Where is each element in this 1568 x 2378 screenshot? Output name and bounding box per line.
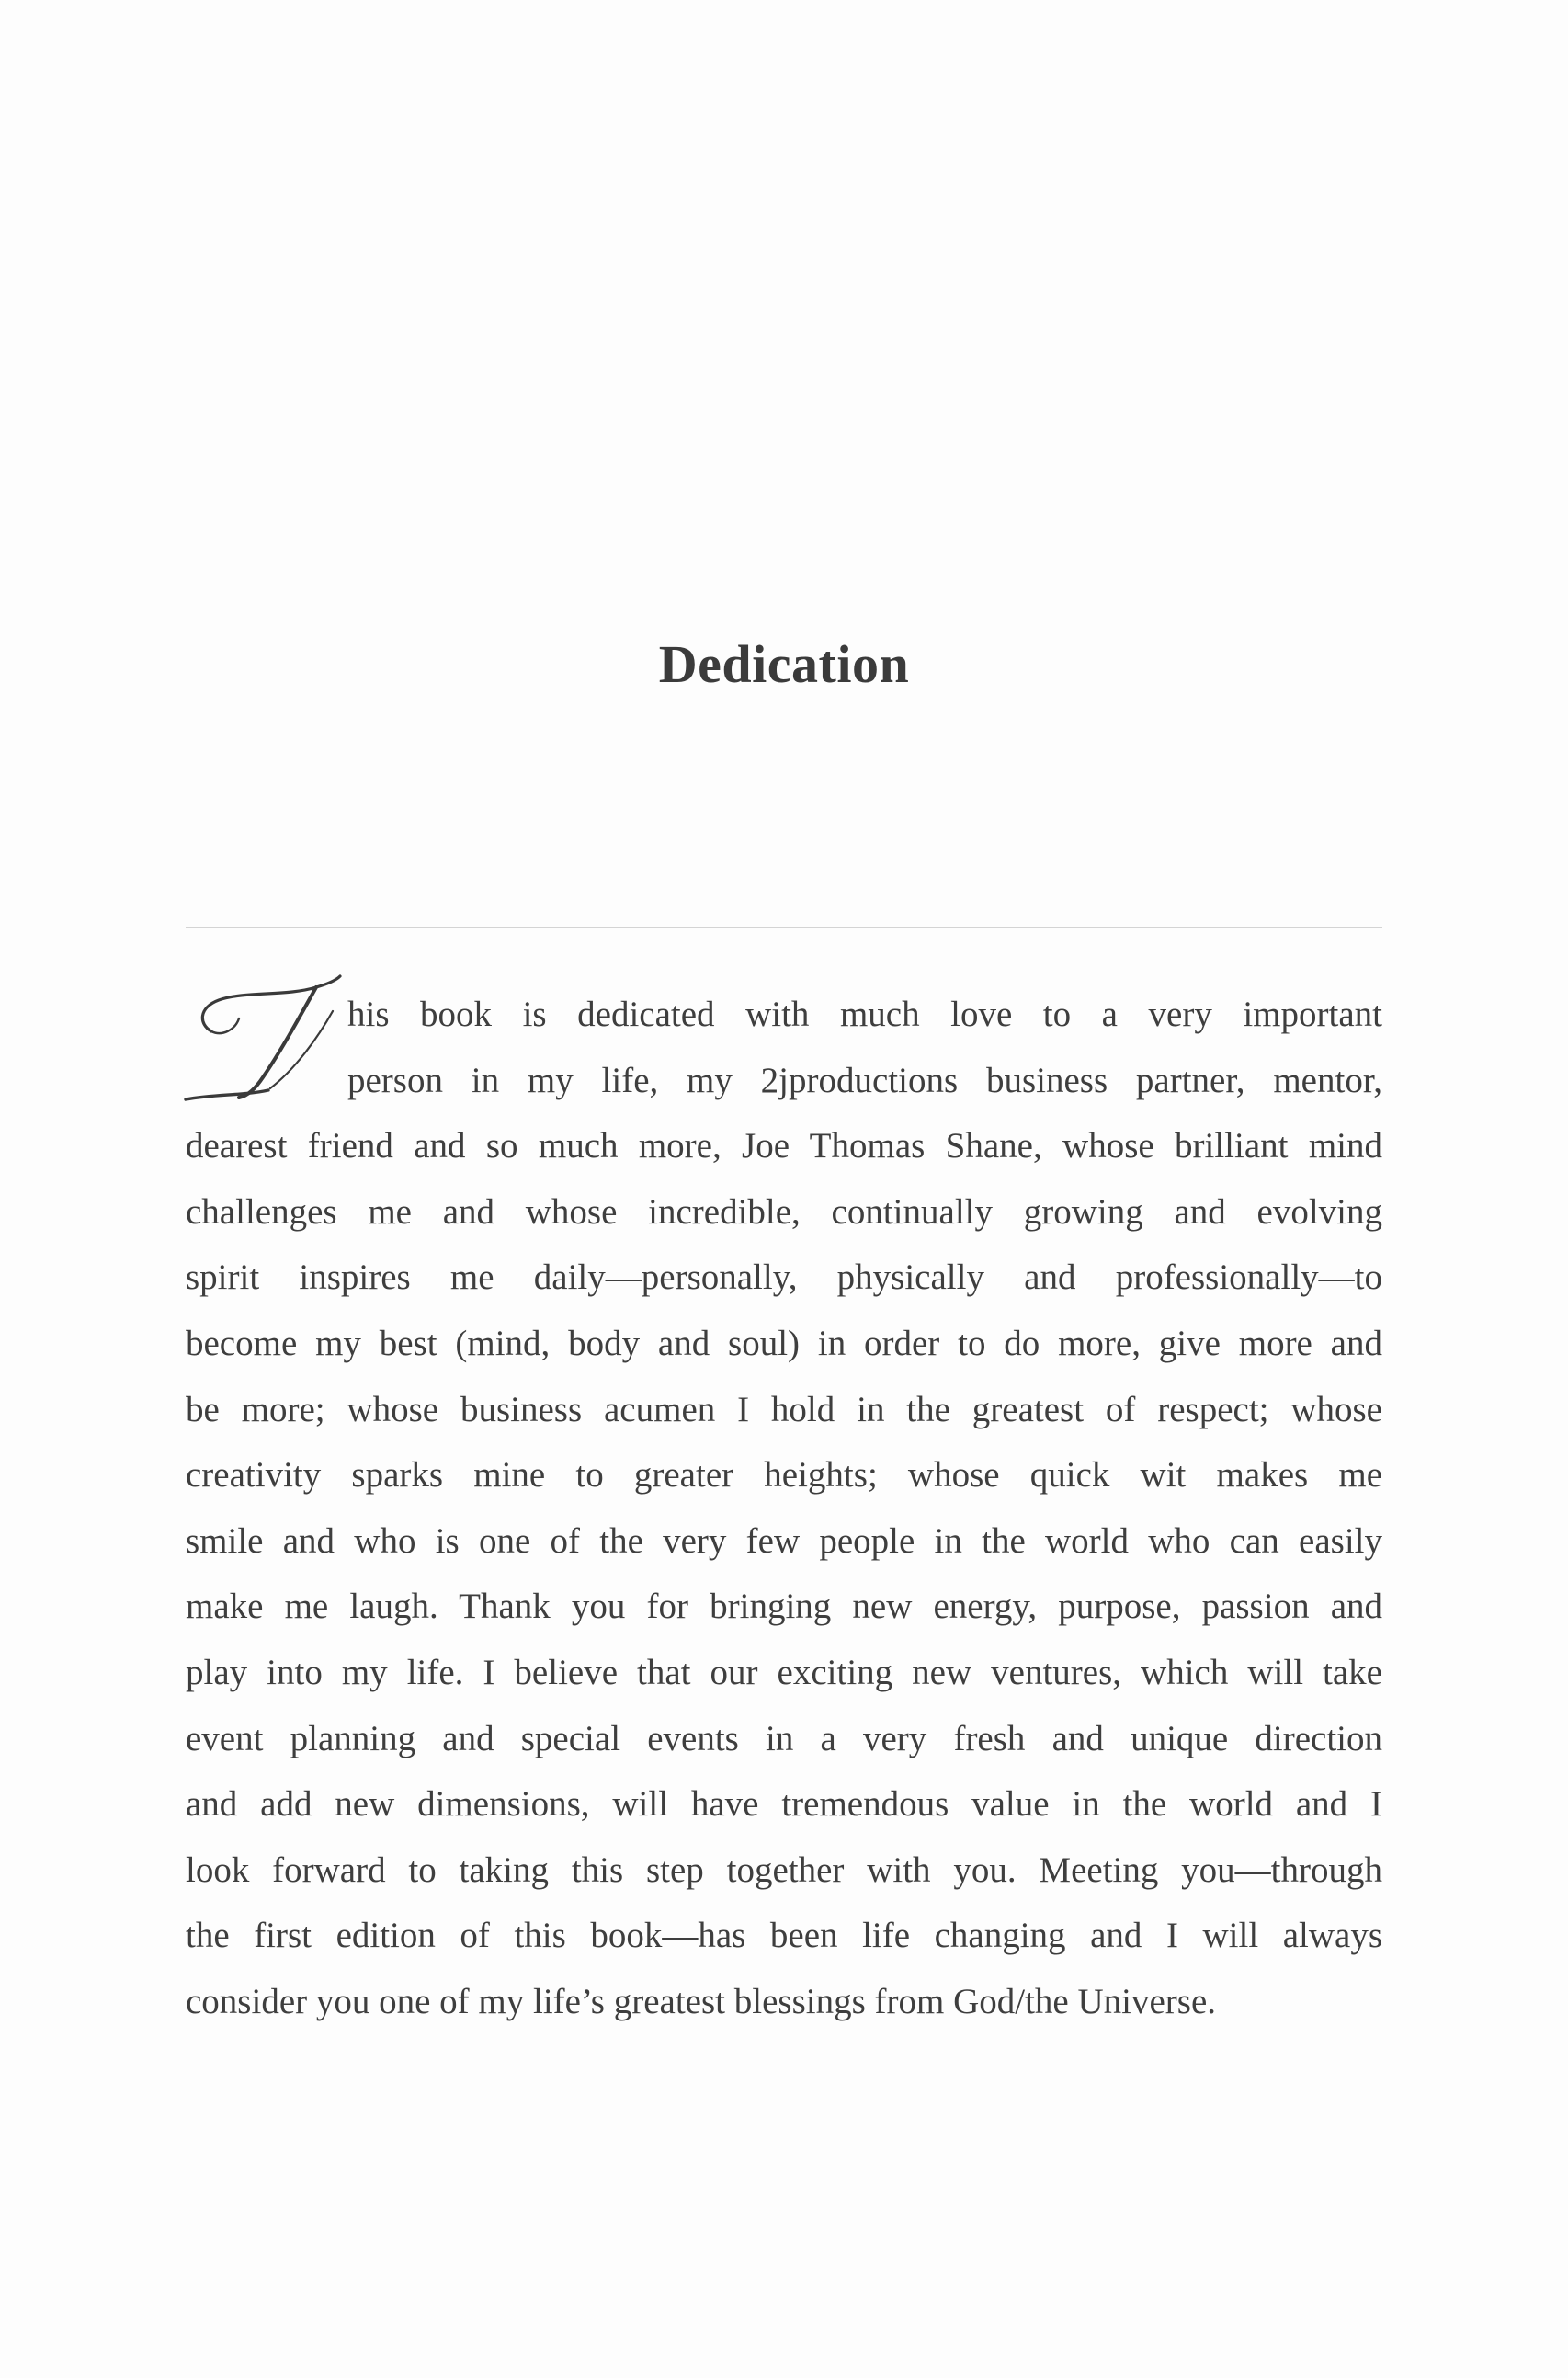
page-title: Dedication — [658, 634, 910, 694]
text-line: the first edition of this book—has been life changing and I will always — [186, 1916, 1382, 1956]
text-line: be more; whose business acumen I hold in the greatest of respect; whose — [186, 1389, 1382, 1429]
text-line: event planning and special events in a very fresh and unique direction — [186, 1718, 1382, 1758]
text-line: and add new dimensions, will have tremendous value in the world and I — [186, 1784, 1382, 1825]
text-line: become my best (mind, body and soul) in order to do more, give more and — [186, 1323, 1382, 1363]
text-line: creativity sparks mine to greater heights; whose quick wit makes me — [186, 1455, 1382, 1496]
text-line: challenges me and whose incredible, continually growing and evolving — [186, 1191, 1382, 1232]
drop-cap-letter: T — [182, 1101, 183, 1102]
text-line: smile and who is one of the very few people in the world who can easily — [186, 1520, 1382, 1561]
text-line: make me laugh. Thank you for bringing new energy, purpose, passion and — [186, 1587, 1382, 1627]
text-line: play into my life. I believe that our exciting new ventures, which will take — [186, 1652, 1382, 1692]
text-line: person in my life, my 2jproductions business partner, mentor, — [347, 1060, 1382, 1100]
text-line: consider you one of my life’s greatest blessings from God/the Universe. — [186, 1981, 1217, 2021]
text-line: look forward to taking this step together with you. Meeting you—through — [186, 1849, 1382, 1890]
text-line: spirit inspires me daily—personally, physically and professionally—to — [186, 1257, 1382, 1298]
section-divider — [186, 927, 1382, 928]
text-line: his book is dedicated with much love to a very important — [347, 995, 1382, 1034]
dedication-paragraph — [186, 982, 1382, 2035]
text-line: dearest friend and so much more, Joe Thomas Shane, whose brilliant mind — [186, 1126, 1382, 1166]
